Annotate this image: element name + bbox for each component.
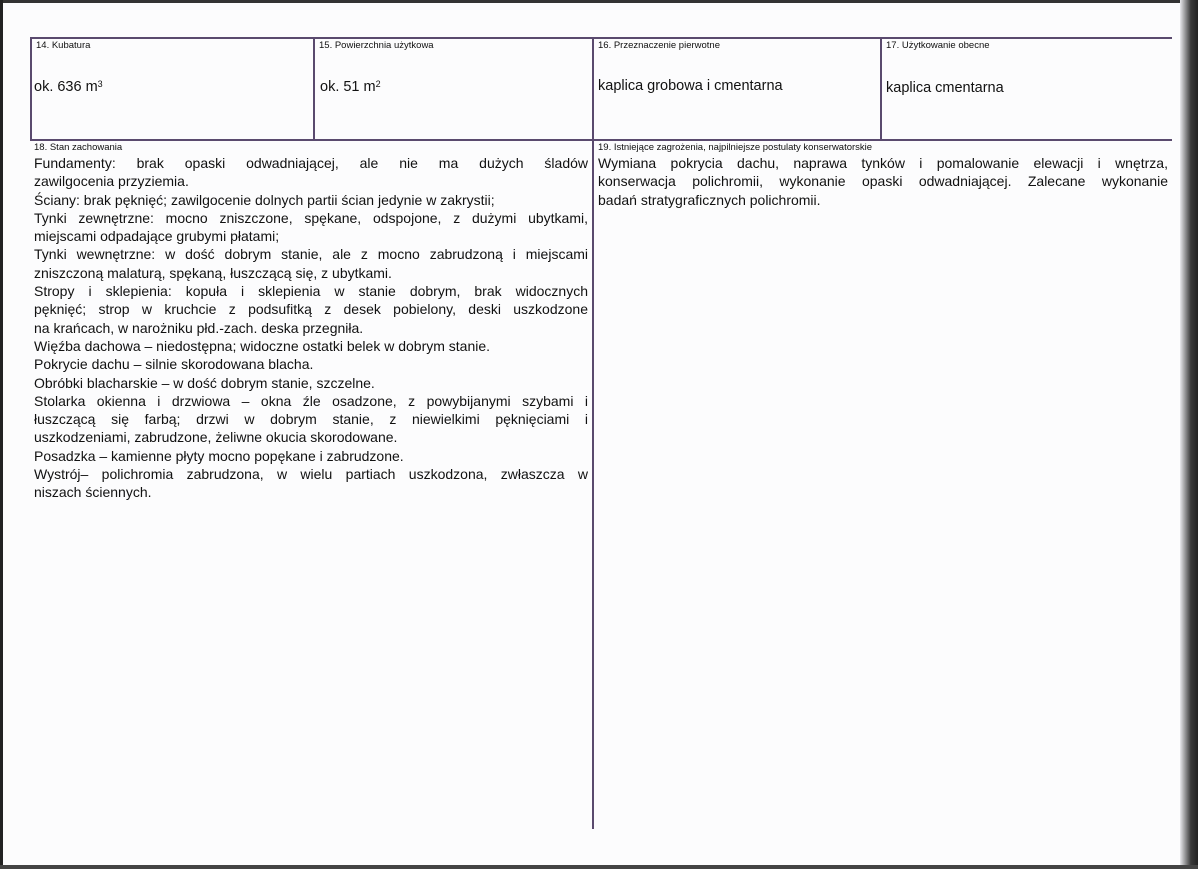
stan-line: zniszczoną malaturą, spękaną, łuszczącą się, z ubytkami. — [34, 264, 392, 281]
przeznaczenie-label: 16. Przeznaczenie pierwotne — [598, 40, 720, 51]
stan-paragraph — [34, 392, 588, 447]
powierzchnia-unit-exponent: 2 — [375, 79, 381, 89]
stan-line: pęknięć; strop w kruchcie z podsufitką z desek pobielony, deski uszkodzone — [34, 301, 588, 318]
top-rule — [30, 37, 1172, 39]
stan-line: Tynki zewnętrzne: mocno zniszczone, spękane, odspojone, z dużymi ubytkami, — [34, 209, 588, 226]
stan-paragraph — [34, 447, 588, 465]
stan-line: Obróbki blacharskie – w dość dobrym stanie, szczelne. — [34, 374, 375, 391]
przeznaczenie-value: kaplica grobowa i cmentarna — [598, 78, 783, 94]
stan-paragraph — [34, 355, 588, 373]
stan-line: na krańcach, w narożniku płd.-zach. deska przegniła. — [34, 319, 364, 336]
divider-16-17 — [880, 37, 882, 141]
zagrozenia-label: 19. Istniejące zagrożenia, najpilniejsze postulaty konserwatorskie — [598, 142, 873, 153]
kubatura-unit-exponent: 3 — [97, 79, 103, 89]
stan-line: Tynki wewnętrzne: w dość dobrym stanie, ale z mocno zabrudzoną i miejscami — [34, 246, 588, 263]
card-edge-right — [1180, 0, 1198, 869]
divider-14-15 — [313, 37, 315, 141]
left-rule — [30, 37, 32, 141]
stan-line: Ściany: brak pęknięć; zawilgocenie dolnych partii ścian jedynie w zakrystii; — [34, 191, 495, 208]
card-edge-bottom — [0, 865, 1198, 869]
stan-line: Wystrój– polichromia zabrudzona, w wielu partiach uszkodzona, zwłaszcza w — [34, 466, 588, 483]
kubatura-label: 14. Kubatura — [36, 40, 91, 51]
stan-paragraph — [34, 337, 588, 355]
card-edge-left — [0, 0, 3, 869]
stan-line: miejscami odpadające grubymi płatami; — [34, 228, 280, 245]
stan-line: zawilgocenia przyziemia. — [34, 173, 189, 190]
uzytkowanie-label: 17. Użytkowanie obecne — [886, 40, 990, 51]
stan-paragraph — [34, 191, 588, 209]
stan-line: Posadzka – kamienne płyty mocno popękane i zabrudzone. — [34, 447, 404, 464]
zagrozenia-text — [598, 154, 1168, 209]
stan-line: Stropy i sklepienia: kopuła i sklepienia w stanie dobrym, brak widocznych — [34, 283, 588, 300]
stan-paragraph — [34, 465, 588, 502]
stan-paragraph — [34, 374, 588, 392]
powierzchnia-label: 15. Powierzchnia użytkowa — [319, 40, 434, 51]
zagrozenia-line: badań stratygraficznych polichromii. — [598, 191, 821, 208]
zagrozenia-line: Wymiana pokrycia dachu, naprawa tynków i pomalowanie elewacji i wnętrza, — [598, 155, 1168, 171]
stan-line: Więźba dachowa – niedostępna; widoczne ostatki belek w dobrym stanie. — [34, 337, 491, 354]
stan-paragraph — [34, 245, 588, 282]
stan-line: Stolarka okienna i drzwiowa – okna źle osadzone, z powybijanymi szybami i — [34, 392, 588, 409]
divider-main — [592, 37, 594, 829]
middle-rule — [30, 139, 1172, 141]
stan-text — [34, 154, 588, 502]
stan-paragraph — [34, 282, 588, 337]
stan-paragraph — [34, 154, 588, 191]
zagrozenia-line: konserwacja polichromii, wykonanie opaski odwadniającej. Zalecane wykonanie — [598, 173, 1168, 190]
powierzchnia-value: ok. 51 $m^2$ — [320, 79, 381, 95]
kubatura-value: ok. 636 $m^3$ — [34, 79, 103, 95]
card-edge-top — [0, 0, 1198, 3]
stan-paragraph — [34, 209, 588, 246]
stan-line: Fundamenty: brak opaski odwadniającej, ale nie ma dużych śladów — [34, 155, 588, 171]
stan-line: uszkodzeniami, zabrudzone, żeliwne okucia skorodowane. — [34, 429, 398, 446]
stan-line: Pokrycie dachu – silnie skorodowana blacha. — [34, 356, 314, 373]
stan-label: 18. Stan zachowania — [34, 142, 123, 153]
uzytkowanie-value: kaplica cmentarna — [886, 80, 1004, 96]
stan-line: łuszczącą się farbą; drzwi w dobrym stanie, z niewielkimi pęknięciami i — [34, 411, 588, 428]
stan-line: niszach ściennych. — [34, 484, 152, 501]
